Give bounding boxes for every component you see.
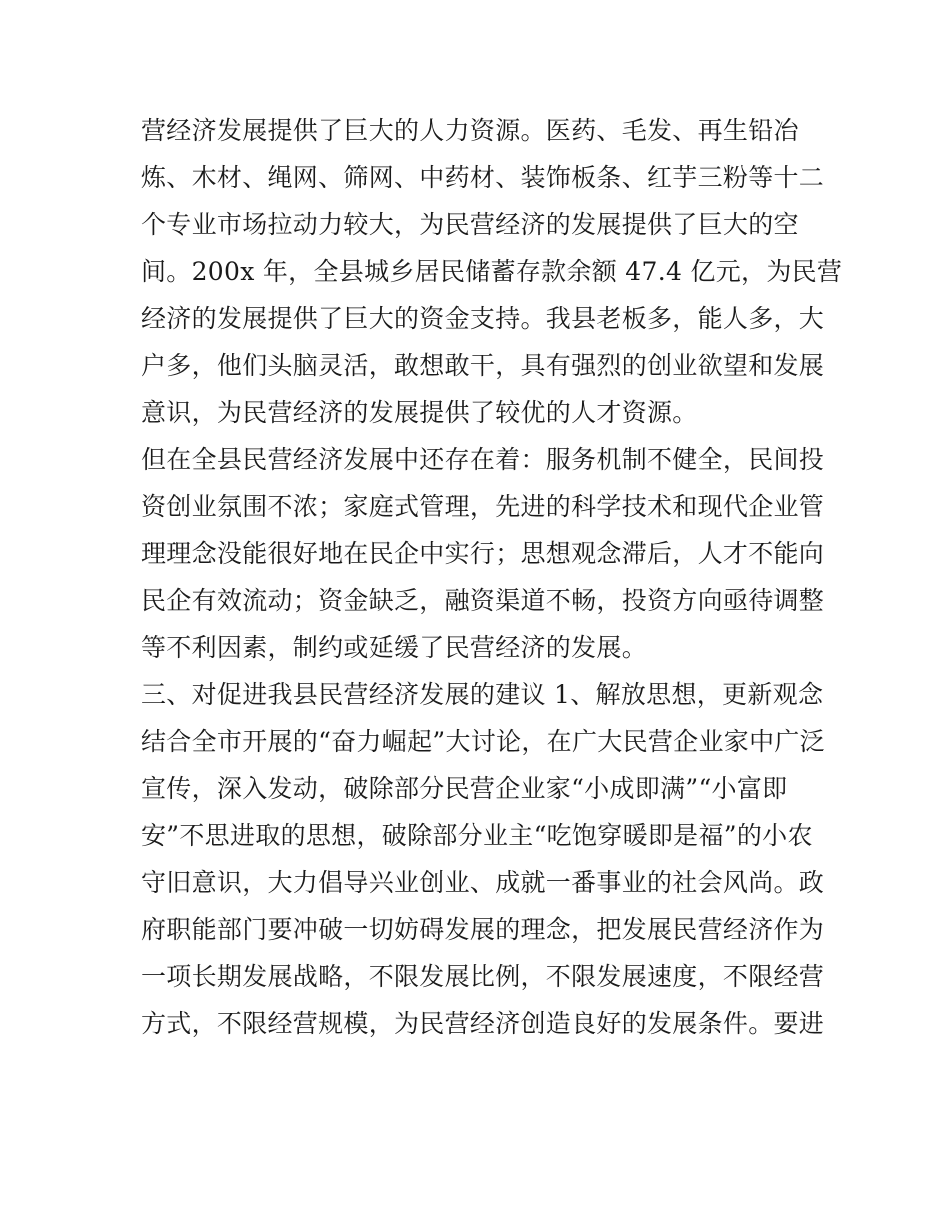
text-line: 安”不思进取的思想，破除部分业主“吃饱穿暖即是福”的小农 bbox=[141, 821, 813, 850]
text-line: 经济的发展提供了巨大的资金支持。我县老板多，能人多，大 bbox=[141, 304, 825, 333]
text-line: 资创业氛围不浓；家庭式管理，先进的科学技术和现代企业管 bbox=[141, 492, 825, 521]
text-line: 个专业市场拉动力较大，为民营经济的发展提供了巨大的空 bbox=[141, 210, 799, 239]
text-line: 结合全市开展的“奋力崛起”大讨论，在广大民营企业家中广泛 bbox=[141, 727, 825, 756]
text-line: 户多，他们头脑灵活，敢想敢干，具有强烈的创业欲望和发展 bbox=[141, 351, 825, 380]
text-line: 方式，不限经营规模，为民营经济创造良好的发展条件。要进 bbox=[141, 1009, 825, 1038]
text-line: 府职能部门要冲破一切妨碍发展的理念，把发展民营经济作为 bbox=[141, 915, 825, 944]
text-line: 民企有效流动；资金缺乏，融资渠道不畅，投资方向亟待调整 bbox=[141, 586, 825, 615]
text-line: 守旧意识，大力倡导兴业创业、成就一番事业的社会风尚。政 bbox=[141, 868, 825, 897]
text-line: 意识，为民营经济的发展提供了较优的人才资源。 bbox=[141, 398, 698, 427]
body-text bbox=[141, 107, 843, 1047]
text-line: 间。200x 年，全县城乡居民储蓄存款余额 47.4 亿元，为民营 bbox=[141, 257, 843, 286]
text-line: 宣传，深入发动，破除部分民营企业家“小成即满”“小富即 bbox=[141, 774, 788, 803]
text-line: 等不利因素，制约或延缓了民营经济的发展。 bbox=[141, 633, 648, 662]
text-line: 但在全县民营经济发展中还存在着：服务机制不健全，民间投 bbox=[141, 445, 825, 474]
text-line: 三、对促进我县民营经济发展的建议 1、解放思想，更新观念 bbox=[141, 680, 824, 709]
text-line: 营经济发展提供了巨大的人力资源。医药、毛发、再生铅冶 bbox=[141, 116, 799, 145]
text-line: 炼、木材、绳网、筛网、中药材、装饰板条、红芋三粉等十二 bbox=[141, 163, 825, 192]
text-line: 理理念没能很好地在民企中实行；思想观念滞后，人才不能向 bbox=[141, 539, 825, 568]
text-line: 一项长期发展战略，不限发展比例，不限发展速度，不限经营 bbox=[141, 962, 825, 991]
